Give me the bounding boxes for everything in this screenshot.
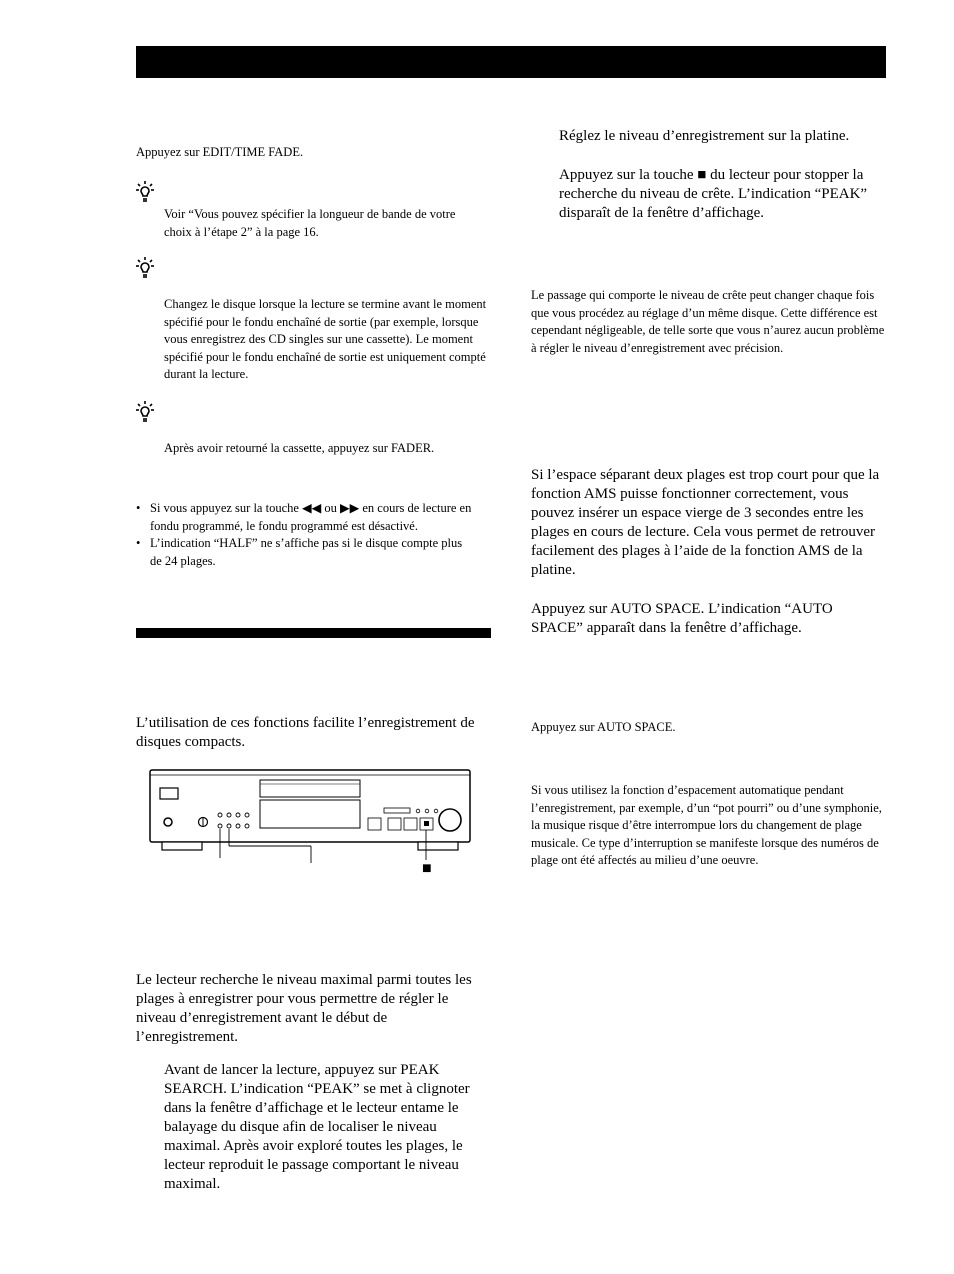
edit-instruction: Appuyez sur EDIT/TIME FADE. — [136, 145, 304, 159]
intro-text: L’utilisation de ces fonctions facilite l’enregistrement de disques compacts. — [136, 715, 475, 750]
step3-text: Appuyez sur la touche ■ du lecteur pour stopper la recherche du niveau de crête. L’indication “PEAK” disparaît de la fenêtre d’affichage. — [559, 167, 868, 221]
note-item: • Si vous appuyez sur la touche ◀◀ ou ▶▶ en cours de lecture en fondu programmé, le fondu programmé est désactivé. — [136, 500, 474, 535]
header-bar — [136, 46, 886, 78]
tip1-text: Voir “Vous pouvez spécifier la longueur de bande de votre choix à l’étape 2” à la page 16. — [164, 207, 456, 239]
section-divider-bar — [136, 628, 491, 638]
auto-space-cancel: Appuyez sur AUTO SPACE. — [531, 720, 676, 734]
tip-lightbulb-icon — [136, 400, 154, 424]
stop-button — [424, 821, 429, 826]
tip3-text: Après avoir retourné la cassette, appuyez sur FADER. — [164, 441, 435, 455]
stop-symbol-label: ■ — [422, 860, 432, 877]
ams-intro: Si l’espace séparant deux plages est trop court pour que la fonction AMS puisse fonctionner correctement, vous pouvez insérer un espace vierge de 3 secondes entre les plages en cours de lecture. Cela vous permet de retrouver facilement des plages à l’aide de la fonction AMS de la platine. — [531, 467, 880, 578]
peak-intro: Le lecteur recherche le niveau maximal parmi toutes les plages à enregistrer pour vous permettre de régler le niveau d’enregistrement avant le début de l’enregistrement. — [136, 972, 472, 1045]
step2-text: Réglez le niveau d’enregistrement sur la platine. — [559, 128, 850, 144]
tip-lightbulb-icon — [136, 256, 154, 280]
auto-space-step: Appuyez sur AUTO SPACE. L’indication “AUTO SPACE” apparaît dans la fenêtre d’affichage. — [531, 601, 833, 636]
tip2-text: Changez le disque lorsque la lecture se termine avant le moment spécifié pour le fondu enchaîné de sortie (par exemple, lorsque vous enregistrez des CD singles sur une cassette). Le moment spécifié pour le fondu enchaîné de sortie est uniquement compté durant la lecture. — [164, 297, 487, 381]
note-item: • L’indication “HALF” ne s’affiche pas si le disque compte plus de 24 plages. — [136, 535, 474, 570]
tip-lightbulb-icon — [136, 180, 154, 204]
auto-space-note: Si vous utilisez la fonction d’espacement automatique pendant l’enregistrement, par exemple, d’un “pot pourri” ou d’une symphonie, la musique risque d’être interrompue lors du changement de plage musicale. Ce type d’interruption se manifeste lorsque des numéros de plage ont été affectés au milieu d’une oeuvre. — [531, 783, 882, 867]
notes-list — [136, 500, 474, 570]
peak-step1: Avant de lancer la lecture, appuyez sur PEAK SEARCH. L’indication “PEAK” se met à clignoter dans la fenêtre d’affichage et le lecteur entame le balayage du disque afin de localiser le niveau maximal. Après avoir exploré toutes les plages, le lecteur reproduit le passage comportant le niveau maximal. — [164, 1062, 470, 1192]
note-peak: Le passage qui comporte le niveau de crête peut changer chaque fois que vous procédez au réglage d’un même disque. Cette différence est cependant négligeable, de telle sorte que vous n’aurez aucun problème à régler le niveau d’enregistrement avec précision. — [531, 288, 885, 355]
